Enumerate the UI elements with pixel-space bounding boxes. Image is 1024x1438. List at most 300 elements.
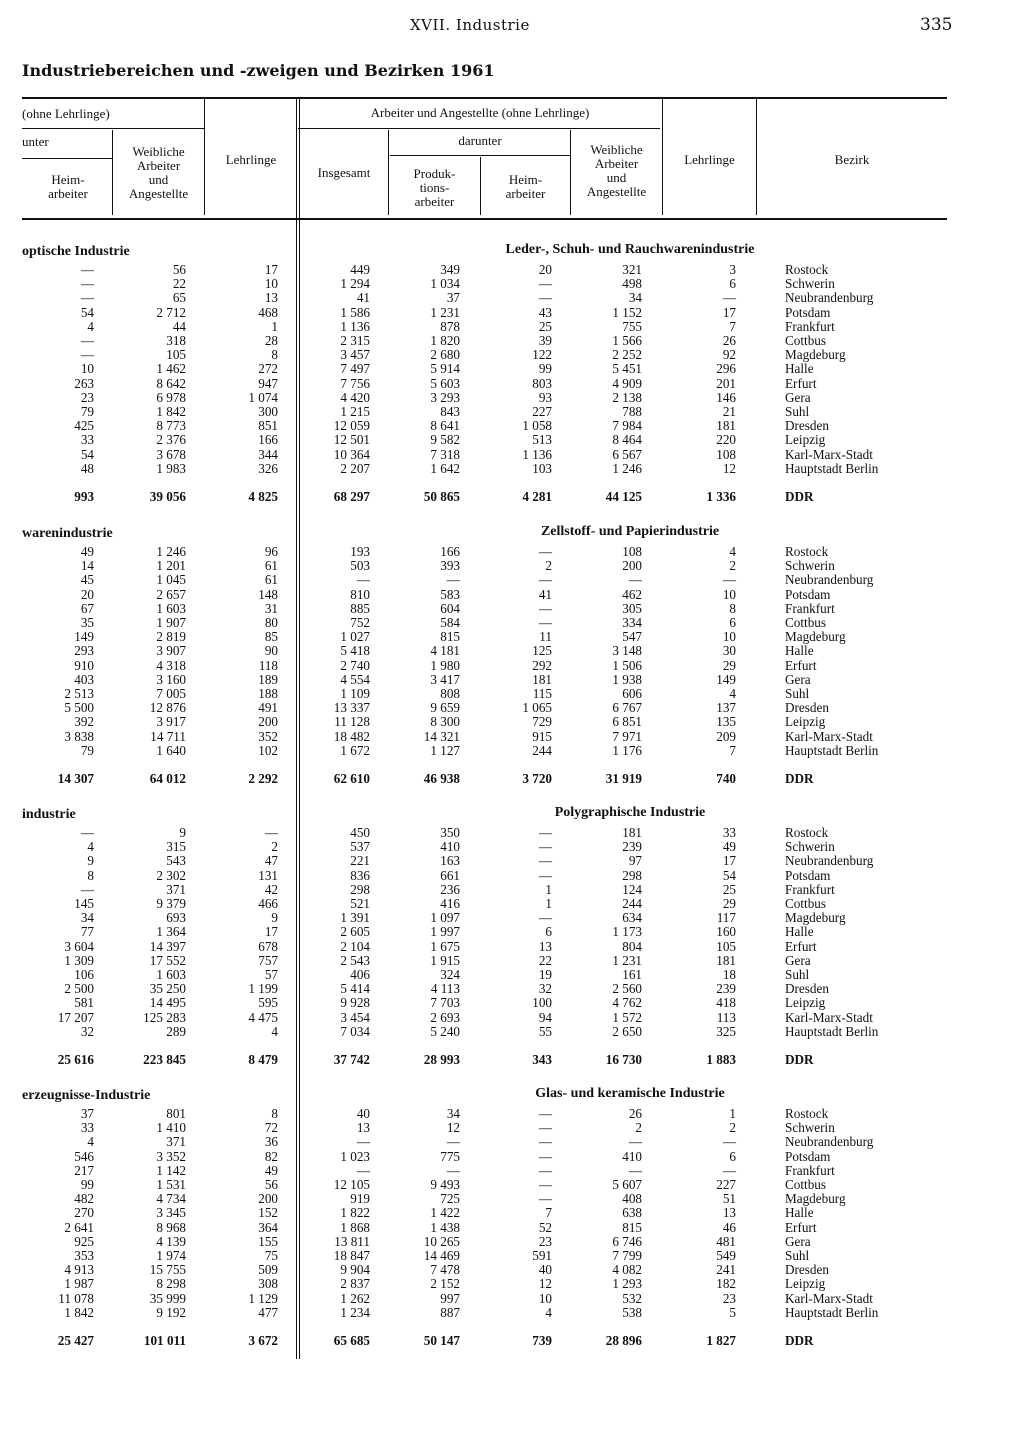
cell-lehrlinge-2: 241 <box>716 1262 736 1278</box>
cell-heimarbeiter: 106 <box>74 967 94 982</box>
cell-insgesamt: 2 740 <box>340 657 370 673</box>
cell-heimarbeiter: 4 <box>87 839 94 855</box>
cell-weibliche-2: 6 567 <box>612 446 642 462</box>
cell-produktionsarbeiter: 878 <box>440 318 460 334</box>
table-row <box>0 1263 1024 1277</box>
cell-weibliche: 1 974 <box>156 1248 186 1263</box>
cell-lehrlinge: 477 <box>258 1304 278 1320</box>
cell-heimarbeiter-2: — <box>538 1120 552 1136</box>
table-row <box>0 1221 1024 1235</box>
cell-heimarbeiter-2: — <box>538 867 552 883</box>
cell-lehrlinge-2: 6 <box>729 615 736 630</box>
total-weibliche: 223 845 <box>143 1052 186 1067</box>
cell-insgesamt: 1 215 <box>340 404 370 419</box>
cell-lehrlinge: 9 <box>271 910 278 926</box>
cell-insgesamt: 1 294 <box>340 276 370 292</box>
table-row <box>0 897 1024 911</box>
cell-weibliche-2: 532 <box>622 1290 642 1306</box>
cell-produktionsarbeiter: 1 127 <box>430 742 460 758</box>
cell-lehrlinge: 595 <box>258 995 278 1011</box>
table-row <box>0 334 1024 348</box>
cell-weibliche: 1 201 <box>156 558 186 574</box>
cell-weibliche: 3 160 <box>156 671 186 687</box>
total-weibliche-2: 44 125 <box>605 489 642 504</box>
cell-insgesamt: 450 <box>350 825 370 840</box>
cell-heimarbeiter: 35 <box>80 615 94 630</box>
table-row <box>0 883 1024 897</box>
cell-heimarbeiter: 37 <box>80 1106 94 1121</box>
cell-weibliche-2: 2 650 <box>612 1023 642 1039</box>
cell-heimarbeiter-2: 4 <box>545 1304 552 1320</box>
cell-weibliche: 289 <box>166 1023 186 1039</box>
total-produktionsarbeiter: 50 865 <box>423 489 460 504</box>
cell-weibliche-2: 6 767 <box>612 700 642 716</box>
cell-bezirk: Schwerin <box>785 558 835 574</box>
cell-heimarbeiter: 2 500 <box>64 981 94 997</box>
header-bezirk: Bezirk <box>834 152 870 167</box>
cell-weibliche-2: 321 <box>622 262 642 277</box>
cell-lehrlinge: 200 <box>258 714 278 730</box>
cell-produktionsarbeiter: 37 <box>446 290 460 306</box>
total-insgesamt: 68 297 <box>333 489 370 504</box>
cell-heimarbeiter-2: 100 <box>532 995 552 1011</box>
cell-lehrlinge: 1 199 <box>248 981 278 997</box>
total-lehrlinge-2: 1 883 <box>706 1052 736 1067</box>
cell-lehrlinge: 56 <box>264 1177 278 1192</box>
cell-lehrlinge-2: 46 <box>722 1219 736 1235</box>
cell-insgesamt: — <box>356 1162 370 1178</box>
cell-heimarbeiter-2: 1 <box>545 896 552 911</box>
cell-insgesamt: 7 034 <box>340 1023 370 1039</box>
cell-lehrlinge: 8 <box>271 1106 278 1121</box>
cell-lehrlinge: 28 <box>264 333 278 348</box>
cell-lehrlinge: 344 <box>258 446 278 462</box>
cell-bezirk: Hauptstadt Berlin <box>785 1023 879 1039</box>
cell-lehrlinge: 352 <box>258 728 278 744</box>
cell-heimarbeiter-2: 125 <box>532 643 552 659</box>
cell-bezirk: Erfurt <box>785 657 817 673</box>
cell-lehrlinge: 42 <box>264 881 278 897</box>
cell-heimarbeiter: 1 842 <box>64 1304 94 1320</box>
cell-produktionsarbeiter: — <box>446 1134 460 1150</box>
cell-weibliche-2: 1 176 <box>612 742 642 758</box>
cell-produktionsarbeiter: 5 603 <box>430 375 460 391</box>
cell-bezirk: Cottbus <box>785 333 827 348</box>
cell-produktionsarbeiter: 7 478 <box>430 1262 460 1278</box>
cell-lehrlinge-2: 7 <box>729 742 736 758</box>
cell-heimarbeiter-2: 1 058 <box>522 418 552 434</box>
table-row <box>0 559 1024 573</box>
cell-heimarbeiter-2: 41 <box>538 586 552 602</box>
cell-heimarbeiter: 392 <box>74 714 94 730</box>
cell-produktionsarbeiter: 808 <box>440 686 460 701</box>
cell-heimarbeiter: 910 <box>74 657 94 673</box>
cell-weibliche: 1 142 <box>156 1162 186 1178</box>
cell-lehrlinge: 17 <box>264 924 278 940</box>
cell-weibliche: 125 283 <box>143 1009 186 1025</box>
cell-bezirk: Schwerin <box>785 839 835 855</box>
cell-heimarbeiter: 20 <box>80 586 94 602</box>
table-row <box>0 940 1024 954</box>
table-row <box>0 1306 1024 1320</box>
cell-insgesamt: 18 482 <box>333 728 370 744</box>
cell-heimarbeiter: 99 <box>80 1177 94 1192</box>
cell-bezirk: Potsdam <box>785 867 831 883</box>
cell-lehrlinge-2: 49 <box>722 839 736 855</box>
cell-heimarbeiter-2: 122 <box>532 347 552 363</box>
cell-insgesamt: 2 837 <box>340 1276 370 1292</box>
table-row <box>0 448 1024 462</box>
cell-bezirk: Rostock <box>785 825 829 840</box>
cell-insgesamt: 10 364 <box>333 446 370 462</box>
cell-heimarbeiter: 77 <box>80 924 94 940</box>
cell-heimarbeiter-2: 94 <box>538 1009 552 1025</box>
total-heimarbeiter: 25 427 <box>57 1333 94 1348</box>
cell-weibliche: 801 <box>166 1106 186 1121</box>
cell-heimarbeiter: 546 <box>74 1148 94 1164</box>
cell-heimarbeiter-2: — <box>538 910 552 926</box>
cell-lehrlinge-2: 418 <box>716 995 736 1011</box>
cell-insgesamt: 3 457 <box>340 347 370 363</box>
cell-heimarbeiter: 5 500 <box>64 700 94 716</box>
section-title-left: erzeugnisse-Industrie <box>22 1088 151 1103</box>
cell-produktionsarbeiter: 5 240 <box>430 1023 460 1039</box>
cell-heimarbeiter-2: 1 <box>545 881 552 897</box>
cell-weibliche-2: 34 <box>628 290 642 306</box>
cell-lehrlinge: 17 <box>264 262 278 277</box>
cell-heimarbeiter: 270 <box>74 1205 94 1221</box>
cell-lehrlinge-2: 181 <box>716 952 736 968</box>
cell-weibliche: 2 712 <box>156 304 186 320</box>
cell-insgesamt: 13 337 <box>333 700 370 716</box>
total-weibliche: 101 011 <box>143 1333 186 1348</box>
table-title: Industriebereichen und -zweigen und Bezirken 1961 <box>22 61 495 80</box>
table-row <box>0 701 1024 715</box>
cell-heimarbeiter: 34 <box>80 910 94 926</box>
cell-lehrlinge: 364 <box>258 1219 278 1235</box>
cell-weibliche-2: 4 082 <box>612 1262 642 1278</box>
total-insgesamt: 37 742 <box>333 1052 370 1067</box>
cell-weibliche: 1 246 <box>156 544 186 559</box>
cell-heimarbeiter-2: 292 <box>532 657 552 673</box>
cell-weibliche: 3 352 <box>156 1148 186 1164</box>
cell-heimarbeiter-2: 19 <box>538 967 552 982</box>
cell-bezirk: Rostock <box>785 262 829 277</box>
cell-heimarbeiter-2: — <box>538 544 552 559</box>
cell-heimarbeiter: 8 <box>87 867 94 883</box>
cell-lehrlinge-2: 113 <box>716 1009 736 1025</box>
cell-weibliche-2: 755 <box>622 318 642 334</box>
cell-heimarbeiter-2: — <box>538 1148 552 1164</box>
cell-lehrlinge: 72 <box>264 1120 278 1136</box>
cell-weibliche: 56 <box>172 262 186 277</box>
cell-heimarbeiter-2: 7 <box>545 1205 552 1221</box>
total-heimarbeiter-2: 343 <box>532 1052 552 1067</box>
cell-produktionsarbeiter: 34 <box>446 1106 460 1121</box>
cell-weibliche-2: 4 762 <box>612 995 642 1011</box>
cell-weibliche: 693 <box>166 910 186 926</box>
total-lehrlinge: 4 825 <box>248 489 278 504</box>
table-row <box>0 715 1024 729</box>
cell-weibliche: 9 <box>179 825 186 840</box>
total-row <box>0 1053 1024 1067</box>
cell-insgesamt: 1 391 <box>340 910 370 926</box>
cell-insgesamt: 2 543 <box>340 952 370 968</box>
cell-heimarbeiter: 293 <box>74 643 94 659</box>
cell-produktionsarbeiter: 1 642 <box>430 460 460 476</box>
cell-weibliche-2: 8 464 <box>612 432 642 448</box>
table-row <box>0 1206 1024 1220</box>
cell-heimarbeiter-2: 23 <box>538 1233 552 1249</box>
cell-lehrlinge: 947 <box>258 375 278 391</box>
cell-heimarbeiter-2: — <box>538 615 552 630</box>
cell-lehrlinge-2: 209 <box>716 728 736 744</box>
table-row <box>0 968 1024 982</box>
header-weibliche: Weibliche Arbeiter und Angestellte <box>128 144 189 201</box>
cell-lehrlinge-2: 2 <box>729 1120 736 1136</box>
cell-heimarbeiter: 54 <box>80 446 94 462</box>
cell-heimarbeiter: 2 641 <box>64 1219 94 1235</box>
total-lehrlinge-2: 740 <box>716 771 736 786</box>
cell-weibliche-2: 1 938 <box>612 671 642 687</box>
cell-heimarbeiter-2: — <box>538 290 552 306</box>
cell-weibliche-2: 181 <box>622 825 642 840</box>
cell-heimarbeiter: 33 <box>80 1120 94 1136</box>
cell-bezirk: Halle <box>785 361 814 377</box>
cell-insgesamt: 885 <box>350 600 370 616</box>
cell-produktionsarbeiter: 1 097 <box>430 910 460 926</box>
cell-lehrlinge: 47 <box>264 853 278 869</box>
cell-lehrlinge-2: 7 <box>729 318 736 334</box>
cell-produktionsarbeiter: 349 <box>440 262 460 277</box>
cell-produktionsarbeiter: 775 <box>440 1148 460 1164</box>
cell-weibliche: 17 552 <box>149 952 186 968</box>
table-row <box>0 911 1024 925</box>
table-row <box>0 1135 1024 1149</box>
cell-heimarbeiter: 48 <box>80 460 94 476</box>
table-row <box>0 659 1024 673</box>
cell-weibliche-2: 408 <box>622 1191 642 1207</box>
cell-bezirk: Potsdam <box>785 586 831 602</box>
total-weibliche-2: 28 896 <box>605 1333 642 1348</box>
cell-lehrlinge-2: 481 <box>716 1233 736 1249</box>
cell-lehrlinge-2: 3 <box>729 262 736 277</box>
cell-lehrlinge-2: 29 <box>722 657 736 673</box>
cell-heimarbeiter-2: — <box>538 1162 552 1178</box>
cell-produktionsarbeiter: 324 <box>440 967 460 982</box>
cell-produktionsarbeiter: 5 914 <box>430 361 460 377</box>
cell-lehrlinge: — <box>264 825 278 840</box>
table-row <box>0 996 1024 1010</box>
cell-heimarbeiter: 54 <box>80 304 94 320</box>
cell-insgesamt: 11 128 <box>334 714 370 730</box>
cell-weibliche-2: 6 851 <box>612 714 642 730</box>
section-title-right: Glas- und keramische Industrie <box>535 1086 725 1101</box>
cell-produktionsarbeiter: 2 693 <box>430 1009 460 1025</box>
cell-weibliche-2: 2 560 <box>612 981 642 997</box>
cell-lehrlinge: 189 <box>258 671 278 687</box>
cell-weibliche-2: 200 <box>622 558 642 574</box>
cell-lehrlinge-2: 549 <box>716 1248 736 1263</box>
table-row <box>0 687 1024 701</box>
cell-heimarbeiter-2: 93 <box>538 389 552 405</box>
cell-bezirk: Leipzig <box>785 714 826 730</box>
cell-produktionsarbeiter: 166 <box>440 544 460 559</box>
cell-heimarbeiter-2: 729 <box>532 714 552 730</box>
cell-bezirk: Leipzig <box>785 432 826 448</box>
cell-lehrlinge-2: 8 <box>729 600 736 616</box>
cell-heimarbeiter-2: 40 <box>538 1262 552 1278</box>
table-row <box>0 730 1024 744</box>
cell-weibliche-2: 538 <box>622 1304 642 1320</box>
header-unter: unter <box>22 134 49 149</box>
cell-heimarbeiter: 925 <box>74 1233 94 1249</box>
cell-heimarbeiter: 11 078 <box>58 1290 94 1306</box>
cell-insgesamt: 9 928 <box>340 995 370 1011</box>
cell-weibliche: 2 302 <box>156 867 186 883</box>
table-row <box>0 588 1024 602</box>
total-row <box>0 1334 1024 1348</box>
total-heimarbeiter-2: 3 720 <box>522 771 552 786</box>
cell-heimarbeiter-2: 1 065 <box>522 700 552 716</box>
cell-insgesamt: 7 497 <box>340 361 370 377</box>
table-row <box>0 744 1024 758</box>
cell-heimarbeiter-2: 2 <box>545 558 552 574</box>
cell-weibliche: 7 005 <box>156 686 186 701</box>
header-subrule-right <box>298 128 660 129</box>
cell-insgesamt: 12 105 <box>333 1177 370 1192</box>
cell-heimarbeiter-2: 1 136 <box>522 446 552 462</box>
table-row <box>0 616 1024 630</box>
cell-lehrlinge: 85 <box>264 629 278 645</box>
cell-heimarbeiter-2: 103 <box>532 460 552 476</box>
cell-produktionsarbeiter: 661 <box>440 867 460 883</box>
cell-insgesamt: 1 586 <box>340 304 370 320</box>
cell-lehrlinge: 148 <box>258 586 278 602</box>
cell-heimarbeiter-2: 32 <box>538 981 552 997</box>
cell-weibliche-2: 606 <box>622 686 642 701</box>
table-row <box>0 1277 1024 1291</box>
cell-lehrlinge: 851 <box>258 418 278 434</box>
cell-bezirk: Halle <box>785 924 814 940</box>
total-bezirk: DDR <box>785 771 814 786</box>
cell-lehrlinge-2: 26 <box>722 333 736 348</box>
cell-produktionsarbeiter: 163 <box>440 853 460 869</box>
cell-lehrlinge-2: 17 <box>722 853 736 869</box>
cell-weibliche: 1 907 <box>156 615 186 630</box>
cell-weibliche: 44 <box>172 318 186 334</box>
cell-lehrlinge: 61 <box>264 558 278 574</box>
cell-heimarbeiter-2: — <box>538 839 552 855</box>
cell-heimarbeiter-2: 915 <box>532 728 552 744</box>
total-produktionsarbeiter: 28 993 <box>423 1052 460 1067</box>
cell-weibliche: 2 819 <box>156 629 186 645</box>
table-row <box>0 630 1024 644</box>
cell-weibliche-2: 2 252 <box>612 347 642 363</box>
cell-lehrlinge-2: 201 <box>716 375 736 391</box>
cell-bezirk: Magdeburg <box>785 629 846 645</box>
cell-weibliche-2: 1 246 <box>612 460 642 476</box>
cell-insgesamt: 40 <box>356 1106 370 1121</box>
cell-lehrlinge-2: 33 <box>722 825 736 840</box>
cell-heimarbeiter-2: 803 <box>532 375 552 391</box>
cell-heimarbeiter-2: 13 <box>538 938 552 954</box>
cell-weibliche: 3 917 <box>156 714 186 730</box>
cell-weibliche-2: 161 <box>622 967 642 982</box>
cell-heimarbeiter-2: — <box>538 1191 552 1207</box>
cell-weibliche-2: 788 <box>622 404 642 419</box>
total-lehrlinge: 2 292 <box>248 771 278 786</box>
cell-bezirk: Erfurt <box>785 1219 817 1235</box>
table-row <box>0 1235 1024 1249</box>
total-insgesamt: 65 685 <box>333 1333 370 1348</box>
cell-weibliche-2: 298 <box>622 867 642 883</box>
cell-heimarbeiter: 4 <box>87 1134 94 1150</box>
cell-lehrlinge-2: 5 <box>729 1304 736 1320</box>
cell-lehrlinge-2: 30 <box>722 643 736 659</box>
cell-heimarbeiter: 67 <box>80 600 94 616</box>
cell-weibliche-2: 3 148 <box>612 643 642 659</box>
table-row <box>0 1192 1024 1206</box>
cell-weibliche: 1 983 <box>156 460 186 476</box>
cell-lehrlinge-2: 296 <box>716 361 736 377</box>
cell-lehrlinge: 4 475 <box>248 1009 278 1025</box>
cell-lehrlinge: 466 <box>258 896 278 911</box>
cell-lehrlinge: 200 <box>258 1191 278 1207</box>
cell-weibliche: 65 <box>172 290 186 306</box>
cell-weibliche-2: 26 <box>628 1106 642 1121</box>
cell-weibliche: 1 842 <box>156 404 186 419</box>
header-heimarbeiter-2: Heim- arbeiter <box>505 172 546 201</box>
cell-insgesamt: 4 554 <box>340 671 370 687</box>
cell-lehrlinge: 757 <box>258 952 278 968</box>
cell-bezirk: Dresden <box>785 418 829 434</box>
cell-bezirk: Erfurt <box>785 375 817 391</box>
cell-weibliche: 22 <box>172 276 186 292</box>
cell-produktionsarbeiter: 350 <box>440 825 460 840</box>
total-weibliche-2: 16 730 <box>605 1052 642 1067</box>
cell-lehrlinge-2: 17 <box>722 304 736 320</box>
cell-weibliche-2: 498 <box>622 276 642 292</box>
cell-weibliche-2: — <box>628 1134 642 1150</box>
cell-insgesamt: 5 414 <box>340 981 370 997</box>
cell-bezirk: Karl-Marx-Stadt <box>785 728 873 744</box>
total-bezirk: DDR <box>785 1333 814 1348</box>
cell-weibliche-2: 7 971 <box>612 728 642 744</box>
cell-heimarbeiter-2: 99 <box>538 361 552 377</box>
total-heimarbeiter: 25 616 <box>57 1052 94 1067</box>
cell-bezirk: Dresden <box>785 981 829 997</box>
cell-bezirk: Dresden <box>785 1262 829 1278</box>
cell-weibliche: 3 678 <box>156 446 186 462</box>
cell-lehrlinge: 300 <box>258 404 278 419</box>
cell-weibliche-2: 1 293 <box>612 1276 642 1292</box>
cell-insgesamt: 41 <box>356 290 370 306</box>
table-row <box>0 1178 1024 1192</box>
cell-lehrlinge: 36 <box>264 1134 278 1150</box>
cell-heimarbeiter-2: 244 <box>532 742 552 758</box>
cell-produktionsarbeiter: 1 034 <box>430 276 460 292</box>
cell-heimarbeiter-2: 591 <box>532 1248 552 1263</box>
cell-heimarbeiter-2: 227 <box>532 404 552 419</box>
cell-weibliche: 4 139 <box>156 1233 186 1249</box>
cell-lehrlinge-2: 117 <box>716 910 736 926</box>
cell-heimarbeiter-2: 6 <box>545 924 552 940</box>
cell-produktionsarbeiter: 7 703 <box>430 995 460 1011</box>
cell-heimarbeiter-2: — <box>538 1177 552 1192</box>
cell-insgesamt: 1 822 <box>340 1205 370 1221</box>
cell-bezirk: Suhl <box>785 1248 810 1263</box>
